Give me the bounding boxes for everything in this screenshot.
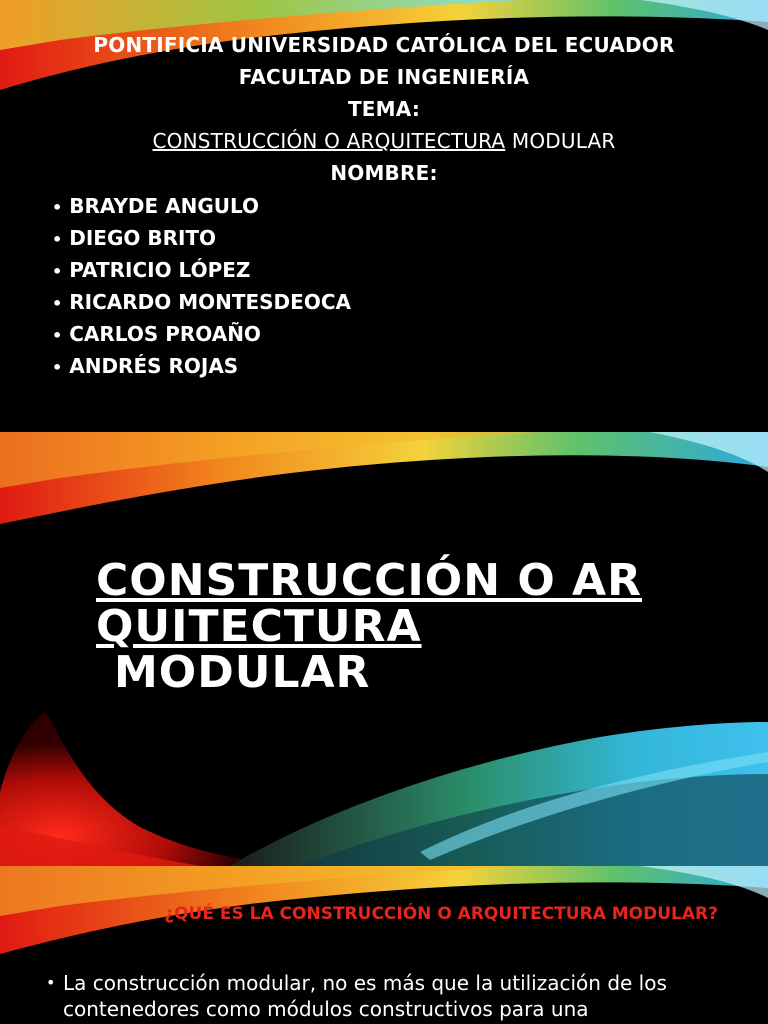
list-item [52,321,351,353]
university-name: PONTIFICIA UNIVERSIDAD CATÓLICA DEL ECUADOR [93,33,675,57]
bullet-icon: • [52,262,63,281]
slide-definition [0,866,768,1024]
bullet-icon: • [52,198,63,217]
title-line2-text: MODULAR [114,647,371,698]
list-item [52,225,351,257]
slide-section-title [0,432,768,866]
title-underlined-text: CONSTRUCCIÓN O AR QUITECTURA [96,555,642,652]
section-title [96,555,696,698]
name-text: DIEGO BRITO [69,226,217,250]
list-item [52,257,351,289]
nombre-label: NOMBRE: [330,161,438,185]
bullet-icon: • [46,973,56,992]
slide-title-page [0,0,768,432]
name-text: BRAYDE ANGULO [69,194,260,218]
name-text: RICARDO MONTESDEOCA [69,290,351,314]
names-list [52,193,351,385]
bullet-icon: • [52,326,63,345]
faculty-name: FACULTAD DE INGENIERÍA [238,65,530,89]
name-text: PATRICIO LÓPEZ [69,258,251,282]
tema-label: TEMA: [347,97,421,121]
definition-text: La construcción modular, no es más que la utilización de los contenedores como módulos constructivos para una [63,971,667,1021]
list-item [52,193,351,225]
name-text: CARLOS PROAÑO [69,322,261,346]
topic-rest-text: MODULAR [505,129,616,153]
list-item [52,289,351,321]
bullet-icon: • [52,230,63,249]
list-item [52,353,351,385]
name-text: ANDRÉS ROJAS [69,354,239,378]
bullet-icon: • [52,294,63,313]
topic-line [0,129,768,153]
definition-paragraph [46,970,726,1022]
question-heading: ¿QUÉ ES LA CONSTRUCCIÓN O ARQUITECTURA MODULAR? [164,904,718,924]
bullet-icon: • [52,358,63,377]
topic-underlined-text: CONSTRUCCIÓN O ARQUITECTURA [152,129,506,153]
